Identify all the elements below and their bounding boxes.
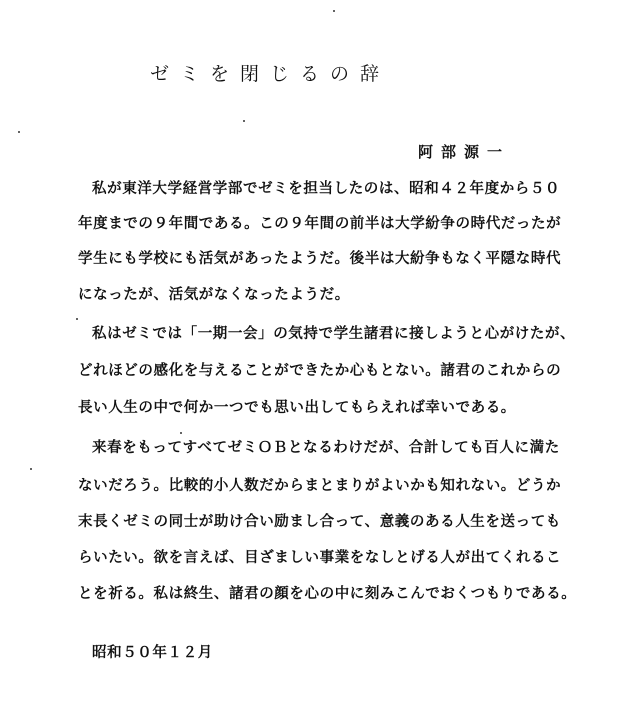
body-line: どれほどの感化を与えることができたか心もとない。諸君のこれからの [78,363,562,379]
scan-speck [30,468,32,470]
document-date: 昭和５０年１２月 [92,645,213,661]
body-line: 末長くゼミの同士が助け合い励まし合って、意義のある人生を送っても [78,514,561,530]
scan-speck [76,318,78,320]
body-line: 私はゼミでは「一期一会」の気持で学生諸君に接しようと心がけたが、 [92,326,576,342]
scan-speck [333,10,335,12]
scan-speck [18,131,20,133]
body-line: 学生にも学校にも活気があったようだ。後半は大紛争もなく平隠な時代 [78,251,562,267]
body-line: になったが、活気がなくなったようだ。 [78,287,350,303]
body-line: 来春をもってすべてゼミＯＢとなるわけだが、合計しても百人に満た [92,440,560,456]
document-title: ゼミを閉じるの辞 [150,63,391,85]
body-line: 年度までの９年間である。この９年間の前半は大学紛争の時代だったが [78,216,562,232]
body-line: 私が東洋大学経営学部でゼミを担当したのは、昭和４２年度から５０ [92,181,561,197]
body-line: とを祈る。私は終生、諸君の顔を心の中に刻みこんでおくつもりである。 [78,586,577,602]
body-line: らいたい。欲を言えば、目ざましい事業をなしとげる人が出てくれるこ [78,550,562,566]
scan-speck [180,432,182,434]
author-name: 阿部源一 [418,143,511,161]
body-line: 長い人生の中で何か一つでも思い出してもらえれば幸いである。 [78,400,516,416]
scan-speck [243,120,245,122]
body-line: ないだろう。比較的小人数だからまとまりがよいかも知れない。どうか [78,478,562,494]
